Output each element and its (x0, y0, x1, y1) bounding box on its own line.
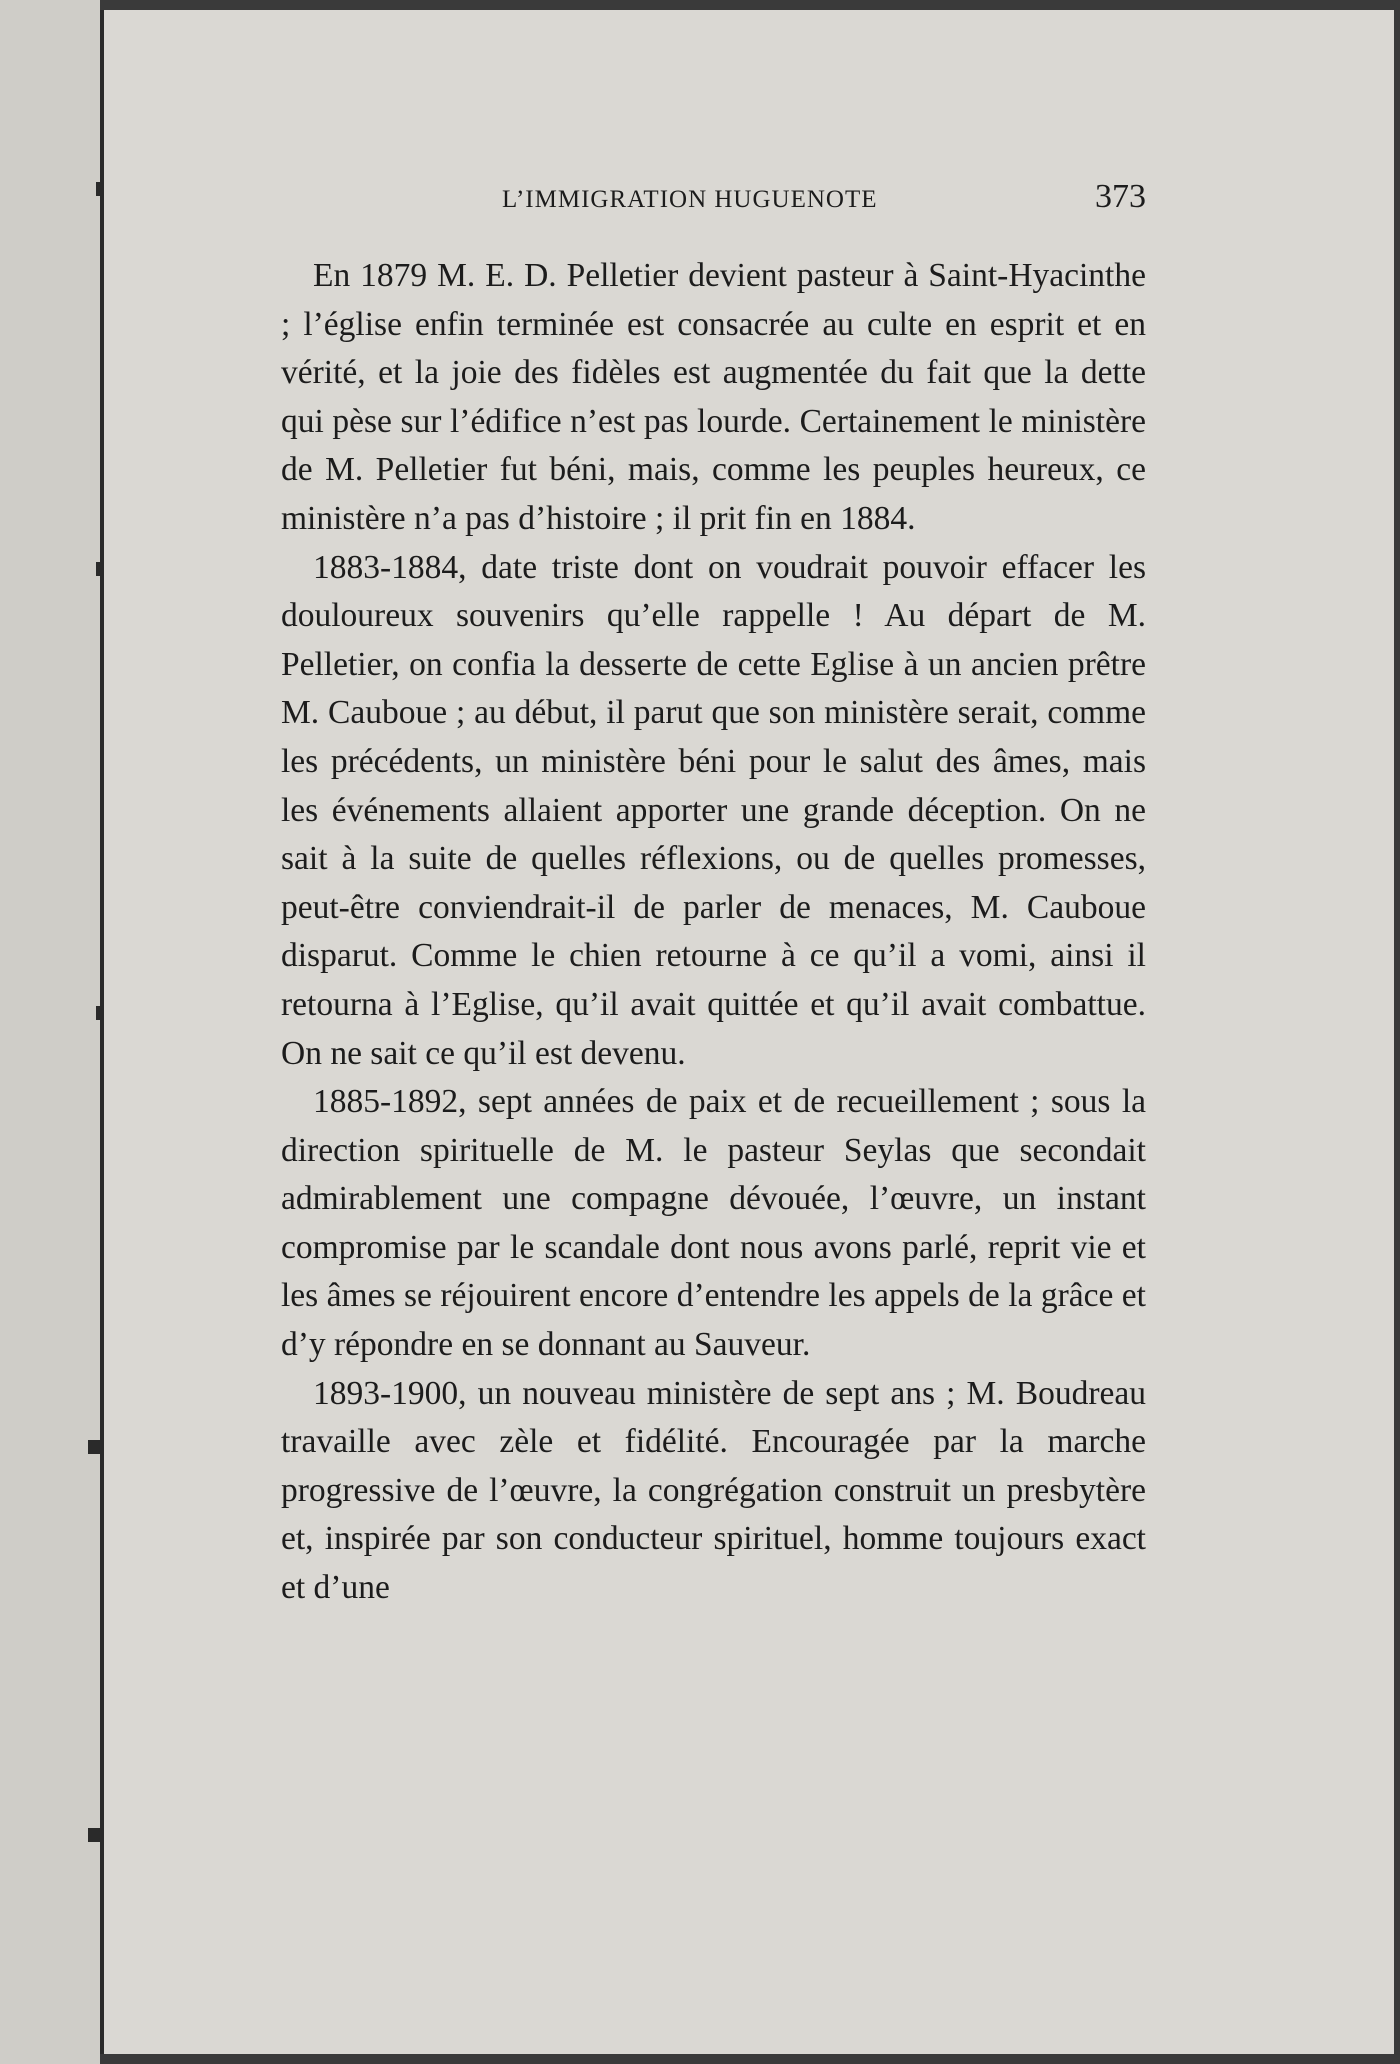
paragraph: En 1879 M. E. D. Pelletier devient pasteur à Saint-Hyacinthe ; l’église enfin terminée est consacrée au culte en esprit et en vérité, et la joie des fidèles est augmentée du fait que la dette qui pèse sur l’édifice n’est pas lourde. Certainement le ministère de M. Pelletier fut béni, mais, comme les peuples heureux, ce ministère n’a pas d’histoire ; il prit fin en 1884. (281, 257, 1146, 537)
binding-mark (88, 1828, 102, 1842)
facing-page-margin (0, 0, 100, 2064)
scan-top-edge (100, 0, 1400, 10)
scan-bottom-edge (100, 2054, 1400, 2064)
page-number: 373 (1095, 178, 1146, 215)
running-head (172, 178, 1146, 226)
paragraph: 1893-1900, un nouveau ministère de sept ans ; M. Boudreau travaille avec zèle et fidélité. Encouragée par la marche progressive de l’œuvre, la congrégation construit un presbytère et, inspirée par son conducteur spirituel, homme toujours exact et d’une (281, 1374, 1146, 1607)
paragraph: 1885-1892, sept années de paix et de recueillement ; sous la direction spirituelle de M. le pasteur Seylas que secondait admirablement une compagne dévouée, l’œuvre, un instant compromise par le scandale dont nous avons parlé, reprit vie et les âmes se réjouirent encore d’entendre les appels de la grâce et d’y répondre en se donnant au Sauveur. (281, 1083, 1146, 1364)
binding-mark (88, 1440, 102, 1454)
body-text (281, 252, 1146, 1613)
paragraph: 1883-1884, date triste dont on voudrait pouvoir effacer les douloureux souvenirs qu’elle rappelle ! Au départ de M. Pelletier, on confia la desserte de cette Eglise à un ancien prêtre M. Cauboue ; au début, il parut que son ministère serait, comme les précédents, un ministère béni pour le salut des âmes, mais les événements allaient apporter une grande déception. On ne sait à la suite de quelles réflexions, ou de quelles promesses, peut-être conviendrait-il de parler de menaces, M. Cauboue disparut. Comme le chien retourne à ce qu’il a vomi, ainsi il retourna à l’Eglise, qu’il avait quittée et qu’il avait combattue. On ne sait ce qu’il est devenu. (281, 548, 1146, 1072)
scan-right-edge (1394, 0, 1400, 2064)
running-title: L’IMMIGRATION HUGUENOTE (502, 186, 878, 213)
